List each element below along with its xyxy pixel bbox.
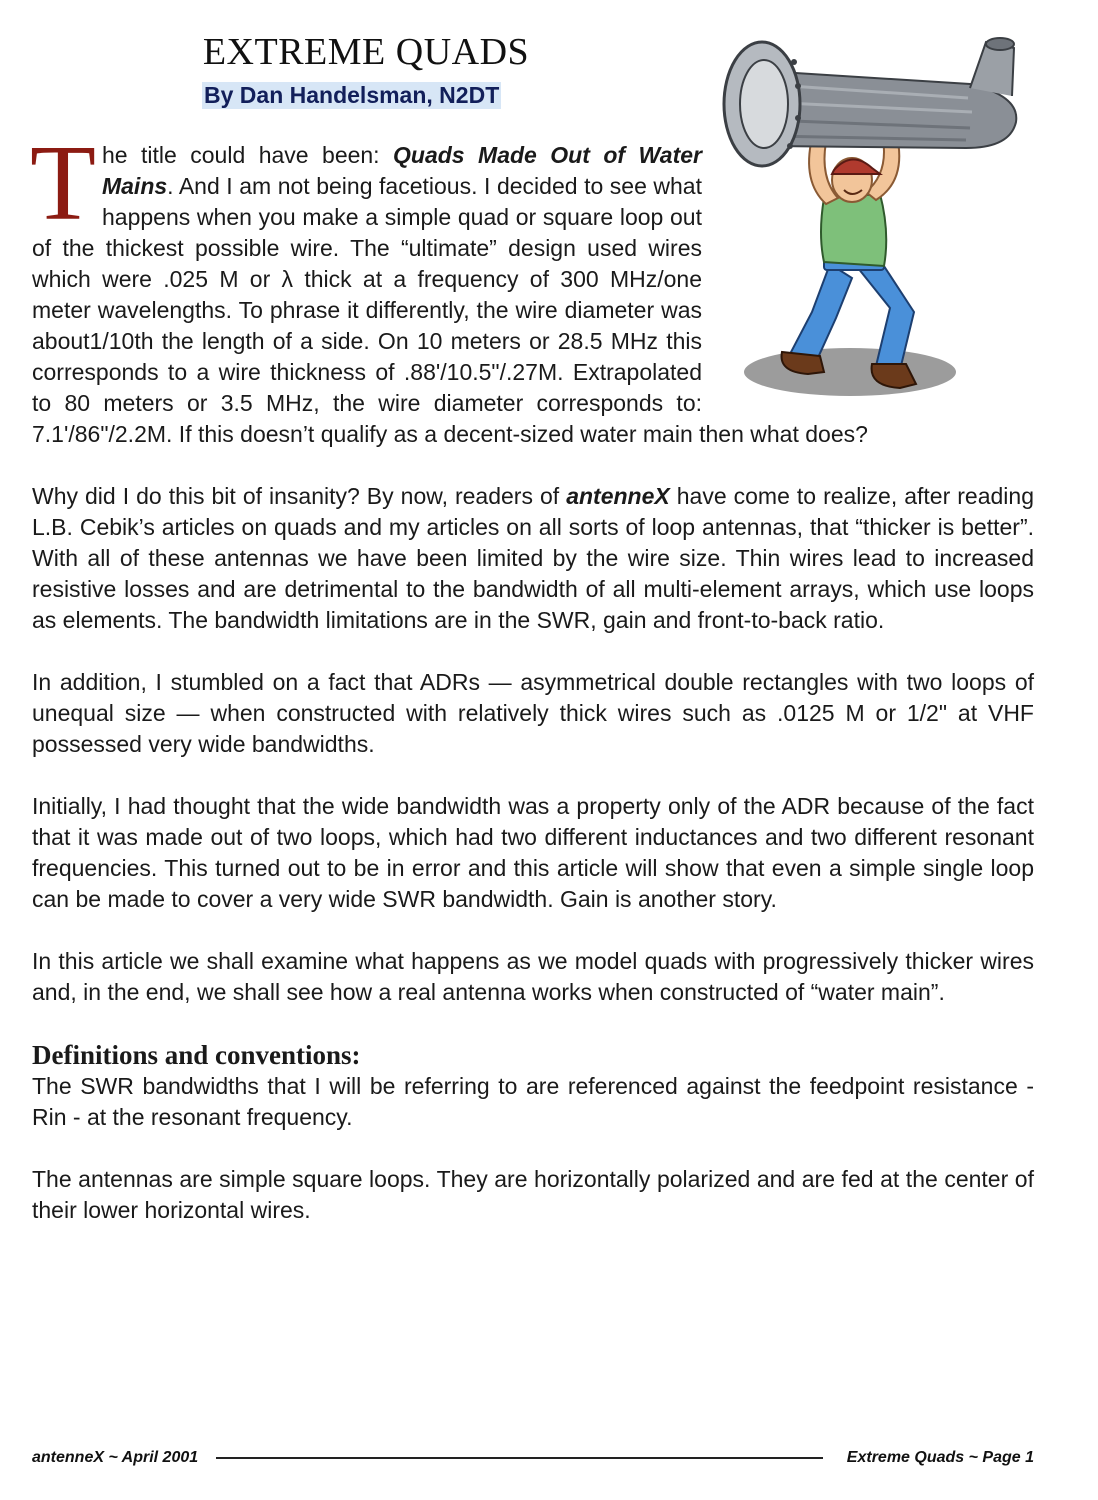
paragraph-5: In this article we shall examine what happens as we model quads with progressively thicker wires and, in the end, we shall see how a real antenna works when constructed of “water main”. [32,948,1034,1005]
page-footer [32,1447,1034,1469]
article-body [30,124,1034,1257]
intro-text-rest: . And I am not being facetious. I decided to see what happens when you make a simple quad or square loop out of the thickest possible wire. The “ultimate” design used wires which were .025 M or λ thick at a frequency of 300 MHz/one meter wavelengths. To phrase it differently, the wire diameter was about1/10th the length of a side. On 10 meters or 28.5 MHz this corresponds to a wire thickness of .88'/10.5"/.27M. Extrapolated to 80 meters or 3.5 MHz, the wire diameter corresponds to: 7.1'/86"/2.2M. If this doesn’t qualify as a decent-sized water main then what does? [32,173,868,447]
footer-left: antenneX ~ April 2001 [32,1449,199,1466]
footer-right: Extreme Quads ~ Page 1 [846,1449,1034,1466]
p2-text-start: Why did I do this bit of insanity? By now, readers of [32,483,567,509]
paragraph-4: Initially, I had thought that the wide bandwidth was a property only of the ADR because of the fact that it was made out of two loops, which had two different inductances and two different resonant frequencies. This turned out to be in error and this article will show that even a simple single loop can be made to cover a very wide SWR bandwidth. Gain is another story. [32,793,1034,912]
illustration-wrap-space [702,140,1034,404]
footer-rule [216,1457,823,1459]
paragraph-6: The SWR bandwidths that I will be referring to are referenced against the feedpoint resistance - Rin - at the resonant frequency. [32,1073,1034,1130]
publication-name: antenneX [566,483,670,509]
intro-text-start: he title could have been: [101,142,394,168]
paragraph-3: In addition, I stumbled on a fact that ADRs — asymmetrical double rectangles with two loops of unequal size — when constructed with relatively thick wires such as .0125 M or 1/2" at VHF possessed very wide bandwidths. [32,669,1034,757]
p2-text-rest: have come to realize, after reading L.B. Cebik’s articles on quads and my articles on all sorts of loop antennas, that “thicker is better”. With all of these antennas we have been limited by the wire size. Thin wires lead to increased resistive losses and are detrimental to the bandwidth of all multi-element arrays, which use loops as elements. The bandwidth limitations are in the SWR, gain and front-to-back ratio. [32,483,1034,633]
intro-emphasis: Quads Made Out of Water Mains [101,142,702,199]
author-byline: By Dan Handelsman, N2DT [204,82,500,108]
section-heading: Definitions and conventions: [32,1040,361,1070]
paragraph-7: The antennas are simple square loops. They are horizontally polarized and are fed at the center of their lower horizontal wires. [32,1166,1034,1223]
article-title: EXTREME QUADS [202,31,530,73]
paragraph-2 [32,481,1034,636]
dropcap: T [30,124,96,243]
